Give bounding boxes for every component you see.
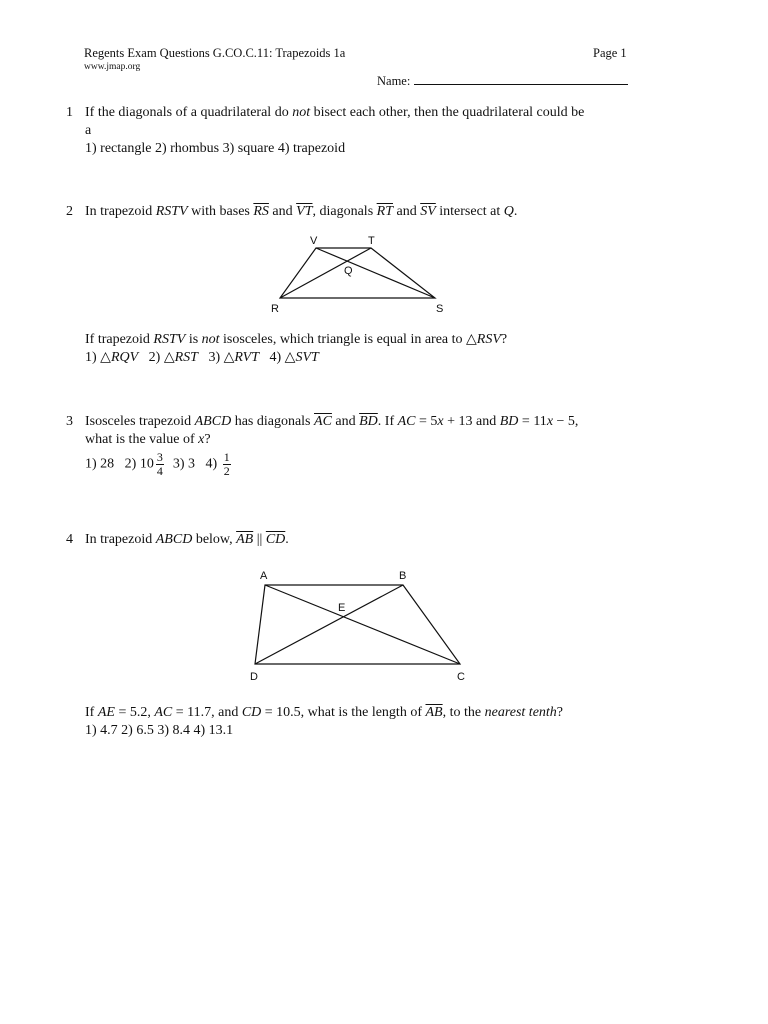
diagonal-bd: [255, 585, 403, 664]
parallel-symbol: ||: [253, 532, 266, 547]
question-3-stem: [85, 413, 635, 431]
question-3-stem-cont: [85, 431, 635, 449]
segment: $\overline{CD}$: [265, 532, 286, 547]
question-2-prompt: [85, 331, 635, 367]
text: If the diagonals of a quadrilateral do: [85, 105, 293, 120]
text: bisect each other, then the quadrilateral could be: [310, 105, 585, 120]
site-url: www.jmap.org: [84, 62, 141, 72]
choice-2-whole: 2) 10: [124, 456, 154, 472]
text: , to the: [442, 705, 485, 720]
segment: $\overline{BD}$: [359, 414, 378, 429]
choice-4-fraction: [223, 451, 231, 478]
text: with bases: [187, 204, 254, 219]
text: , diagonals: [312, 204, 377, 219]
question-3-choices: [85, 451, 635, 478]
text: ?: [556, 705, 564, 720]
text: In trapezoid: [85, 204, 156, 219]
text: = 10.5, what is the length of: [261, 705, 426, 720]
question-2-stem: [85, 203, 635, 221]
choice-label: 3) △: [208, 350, 235, 365]
text: = 5: [415, 414, 438, 429]
diagonal-sv: [316, 248, 435, 298]
segment: $\overline{RT}$: [376, 204, 393, 219]
question-3-number: 3: [66, 414, 73, 429]
segment: $\overline{VT}$: [296, 204, 313, 219]
math-var: AC: [397, 414, 416, 429]
choice-value: SVT: [295, 350, 319, 365]
trapezoid-abcd-figure: [244, 565, 480, 687]
text: If trapezoid: [85, 332, 154, 347]
label-q: Q: [344, 265, 353, 277]
label-c: C: [457, 671, 465, 683]
text: Isosceles trapezoid: [85, 414, 195, 429]
name-blank-line: [414, 72, 628, 85]
choice-value: RST: [174, 350, 198, 365]
math-var: RSTV: [153, 332, 186, 347]
question-2-choices: [85, 349, 635, 367]
text: and: [392, 204, 421, 219]
worksheet-title: Regents Exam Questions G.CO.C.11: Trapezoids 1a: [84, 46, 346, 60]
denominator: 2: [223, 464, 230, 478]
choice-1: 1) 28: [85, 456, 115, 472]
numerator: 1: [223, 450, 230, 464]
text: has diagonals: [231, 414, 315, 429]
segment: $\overline{RS}$: [253, 204, 269, 219]
math-var: x: [546, 414, 554, 429]
text: and: [331, 414, 360, 429]
text: − 5,: [553, 414, 579, 429]
choice-label: 4) △: [269, 350, 296, 365]
text: ?: [500, 332, 508, 347]
question-1: [85, 104, 635, 158]
question-4-choices: 1) 4.7 2) 6.5 3) 8.4 4) 13.1: [85, 723, 234, 738]
math-var: CD: [241, 705, 262, 720]
trapezoid-rstv-figure: [262, 232, 462, 318]
emphasis: not: [292, 105, 311, 120]
text: ?: [204, 432, 211, 447]
diagonal-rt: [280, 248, 371, 298]
text: = 5.2,: [114, 705, 155, 720]
segment: $\overline{AB}$: [425, 705, 443, 720]
text: = 11: [518, 414, 547, 429]
text: intersect at: [435, 204, 504, 219]
choice-label: 1) △: [85, 350, 111, 365]
math-var: RSV: [476, 332, 501, 347]
label-b: B: [399, 570, 407, 582]
page-number: Page 1: [593, 46, 627, 60]
question-1-stem: [85, 104, 635, 122]
text: below,: [192, 532, 237, 547]
name-field: [377, 72, 628, 89]
choice-label: 2) △: [148, 350, 175, 365]
question-1-stem-cont: a: [85, 123, 92, 138]
choice-3: 3) 3: [172, 456, 196, 472]
text: .: [513, 204, 518, 219]
question-3: [85, 413, 635, 478]
choice-value: RQV: [110, 350, 139, 365]
text: what is the value of: [85, 432, 199, 447]
name-label: Name:: [377, 74, 411, 88]
math-var: AC: [154, 705, 173, 720]
text: + 13 and: [443, 414, 500, 429]
text: In trapezoid: [85, 532, 156, 547]
question-1-number: 1: [66, 105, 73, 120]
text: isosceles, which triangle is equal in area to △: [219, 332, 477, 347]
math-var: BD: [499, 414, 519, 429]
question-2-number: 2: [66, 204, 73, 219]
diagonal-ac: [265, 585, 460, 664]
choice-4-label: 4): [205, 456, 218, 472]
question-4-number: 4: [66, 532, 73, 547]
question-4-prompt: [85, 704, 635, 740]
label-v: V: [310, 235, 318, 247]
label-t: T: [368, 235, 375, 247]
emphasis: not: [201, 332, 220, 347]
segment: $\overline{SV}$: [420, 204, 436, 219]
choice-2-fraction: [156, 451, 164, 478]
segment: $\overline{AB}$: [236, 532, 254, 547]
segment: $\overline{AC}$: [314, 414, 332, 429]
math-var: x: [198, 432, 205, 447]
text: If: [85, 705, 98, 720]
question-1-choices: 1) rectangle 2) rhombus 3) square 4) trapezoid: [85, 141, 346, 156]
math-var: x: [437, 414, 444, 429]
label-s: S: [436, 303, 444, 315]
text: . If: [377, 414, 398, 429]
text: is: [185, 332, 202, 347]
math-var: ABCD: [155, 532, 193, 547]
text: = 11.7, and: [172, 705, 242, 720]
math-var: Q: [503, 204, 514, 219]
text: and: [268, 204, 297, 219]
label-e: E: [338, 602, 346, 614]
math-var: AE: [97, 705, 115, 720]
label-a: A: [260, 570, 268, 582]
math-var: RSTV: [155, 204, 188, 219]
math-var: ABCD: [194, 414, 232, 429]
label-r: R: [271, 303, 279, 315]
question-4-stem: [85, 531, 635, 549]
emphasis: nearest tenth: [484, 705, 557, 720]
denominator: 4: [156, 464, 163, 478]
label-d: D: [250, 671, 258, 683]
numerator: 3: [156, 450, 163, 464]
text: .: [285, 532, 289, 547]
choice-value: RVT: [234, 350, 260, 365]
